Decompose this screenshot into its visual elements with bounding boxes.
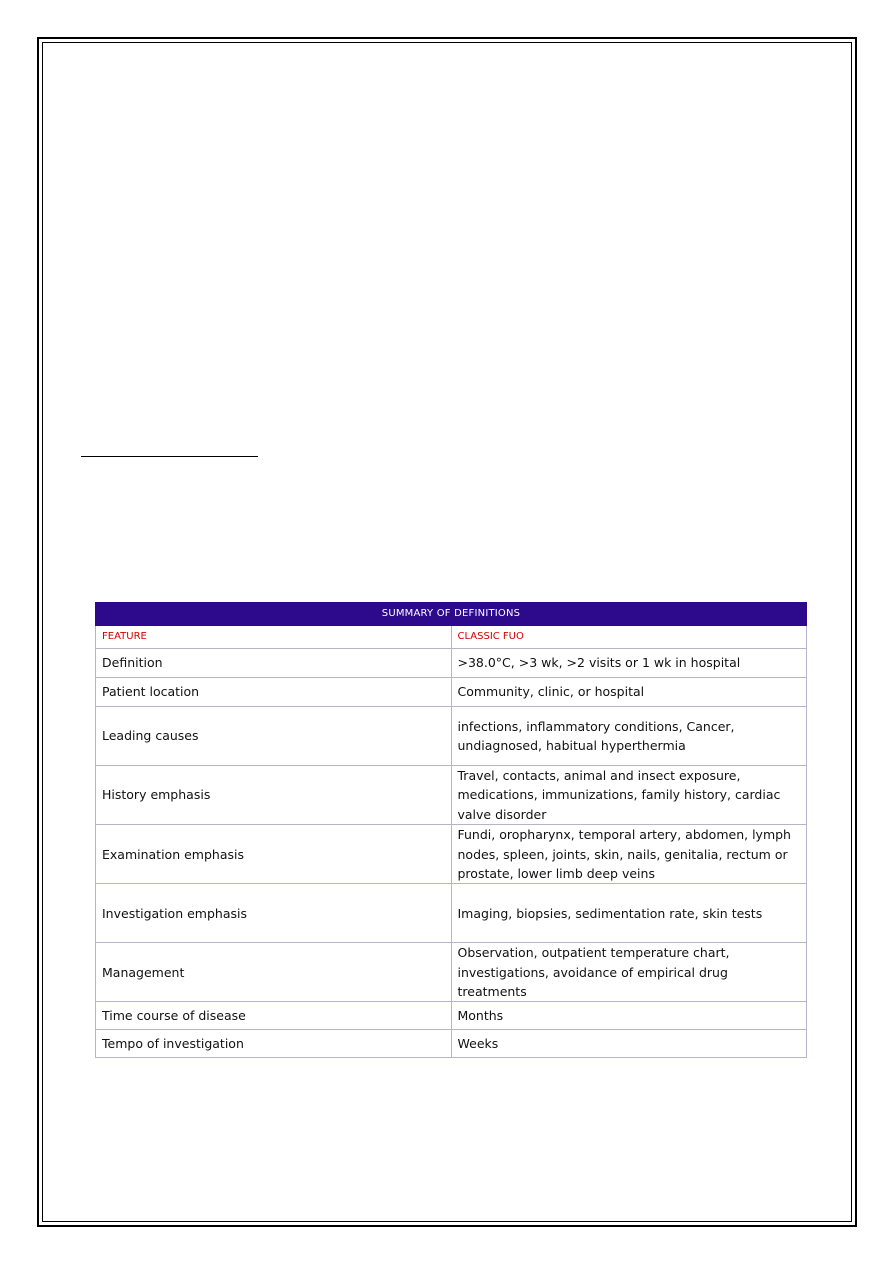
table-row <box>96 825 807 884</box>
row-feature: Examination emphasis <box>96 825 452 884</box>
row-feature: Definition <box>96 649 452 678</box>
row-feature: History emphasis <box>96 766 452 825</box>
row-value: Imaging, biopsies, sedimentation rate, skin tests <box>451 884 807 943</box>
row-feature: Leading causes <box>96 707 452 766</box>
table-row <box>96 678 807 707</box>
row-value: Observation, outpatient temperature chart, investigations, avoidance of empirical drug treatments <box>451 943 807 1002</box>
table-row <box>96 766 807 825</box>
row-value: Community, clinic, or hospital <box>451 678 807 707</box>
header-feature: FEATURE <box>96 626 452 649</box>
header-classic-fuo: CLASSIC FUO <box>451 626 807 649</box>
table-row <box>96 649 807 678</box>
summary-of-definitions-table <box>95 602 807 1058</box>
row-value: >38.0°C, >3 wk, >2 visits or 1 wk in hospital <box>451 649 807 678</box>
row-value: Travel, contacts, animal and insect exposure, medications, immunizations, family history, cardiac valve disorder <box>451 766 807 825</box>
row-value: Weeks <box>451 1030 807 1058</box>
heading-underline <box>81 456 258 457</box>
row-feature: Tempo of investigation <box>96 1030 452 1058</box>
row-feature: Time course of disease <box>96 1002 452 1030</box>
table-title-row <box>96 603 807 626</box>
table-row <box>96 943 807 1002</box>
table-row <box>96 707 807 766</box>
row-feature: Patient location <box>96 678 452 707</box>
row-value: infections, inflammatory conditions, Cancer, undiagnosed, habitual hyperthermia <box>451 707 807 766</box>
row-feature: Investigation emphasis <box>96 884 452 943</box>
row-feature: Management <box>96 943 452 1002</box>
table-row <box>96 1030 807 1058</box>
table-row <box>96 884 807 943</box>
table-header-row <box>96 626 807 649</box>
row-value: Fundi, oropharynx, temporal artery, abdomen, lymph nodes, spleen, joints, skin, nails, genitalia, rectum or prostate, lower limb deep veins <box>451 825 807 884</box>
row-value: Months <box>451 1002 807 1030</box>
table-title: SUMMARY OF DEFINITIONS <box>96 603 807 626</box>
table-row <box>96 1002 807 1030</box>
